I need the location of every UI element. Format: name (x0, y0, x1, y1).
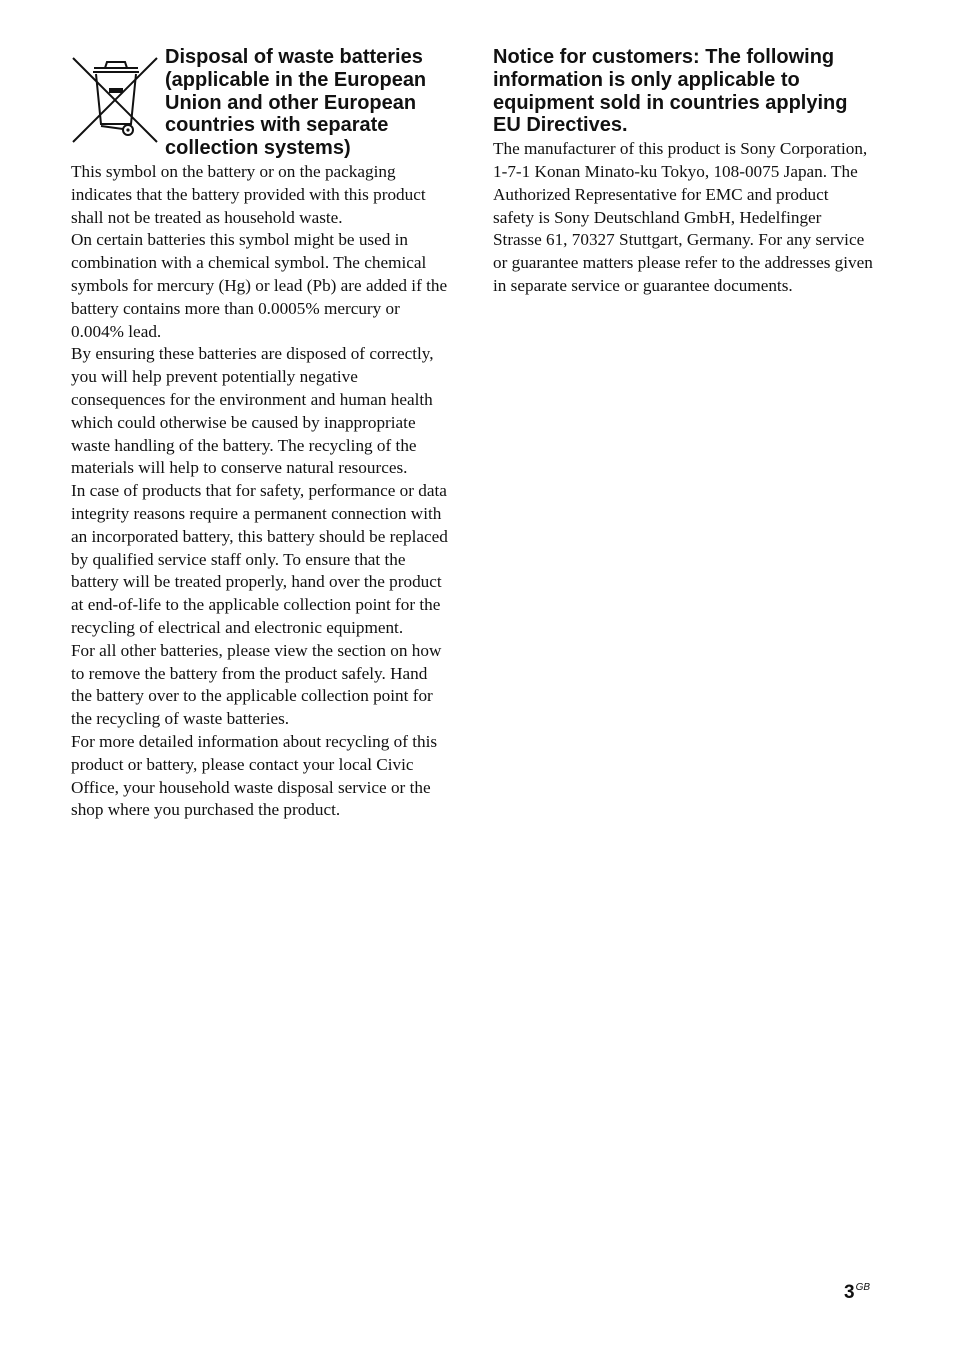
page-language-suffix: GB (855, 1282, 871, 1293)
crossed-out-wheelie-bin-icon (71, 54, 159, 146)
eu-notice-heading: Notice for customers: The following information is only applicable to equipment sold in countries applying EU Directives. (493, 46, 848, 137)
eu-notice-body (493, 138, 873, 298)
battery-disposal-paragraph-5: For all other batteries, please view the section on how to remove the battery from the product safely. Hand the battery over to the applicable collection point for the recycling of waste batteries. (71, 640, 442, 729)
page-number (844, 1282, 870, 1307)
page-number-value: 3 (844, 1282, 855, 1303)
battery-disposal-paragraph-3: By ensuring these batteries are disposed of correctly, you will help prevent potentially negative consequences for the environment and human health which could otherwise be caused by inappropriate waste handling of the battery. The recycling of the materials will help to conserve natural resources. (71, 344, 434, 478)
battery-disposal-paragraph-4: In case of products that for safety, performance or data integrity reasons require a permanent connection with an incorporated battery, this battery should be replaced by qualified service staff only. To ensure that the battery will be treated properly, hand over the product at end-of-life to the applicable collection point for the recycling of electrical and electronic equipment. (71, 481, 448, 637)
eu-notice-paragraph-1: The manufacturer of this product is Sony Corporation, 1-7-1 Konan Minato-ku Tokyo, 108-0075 Japan. The Authorized Representative for EMC and product safety is Sony Deutschland GmbH, Hedelfinger Strasse 61, 70327 Stuttgart, Germany. For any service or guarantee matters please refer to the addresses given in separate service or guarantee documents. (493, 139, 873, 295)
battery-disposal-paragraph-2: On certain batteries this symbol might be used in combination with a chemical symbol. The chemical symbols for mercury (Hg) or lead (Pb) are added if the battery contains more than 0.0005% mercury or 0.004% lead. (71, 230, 448, 341)
battery-disposal-heading-row (71, 46, 449, 160)
battery-disposal-paragraph-1: This symbol on the battery or on the packaging indicates that the battery provided with this product shall not be treated as household waste. (71, 161, 426, 227)
battery-disposal-heading: Disposal of waste batteries (applicable in the European Union and other European countries with separate collection systems) (165, 46, 427, 160)
battery-disposal-body (71, 161, 449, 822)
eu-notice-section (493, 46, 873, 298)
battery-disposal-paragraph-6: For more detailed information about recycling of this product or battery, please contact your local Civic Office, your household waste disposal service or the shop where you purchased the product. (71, 731, 438, 820)
battery-disposal-section (71, 46, 449, 822)
